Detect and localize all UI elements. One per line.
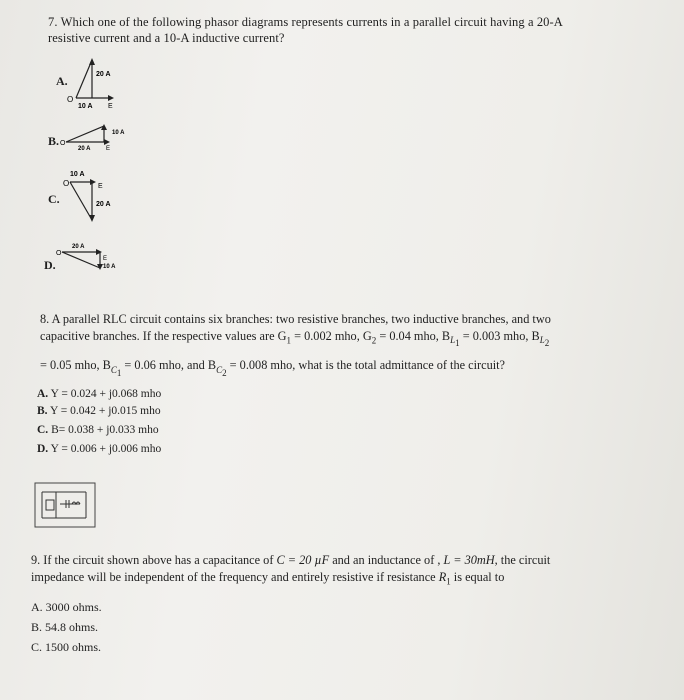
subscript-l: L	[450, 335, 456, 346]
question-9-answer-b[interactable]	[31, 620, 98, 635]
subscript-bc1	[110, 364, 122, 378]
question-9-line-1-mid: and an inductance of ,	[329, 553, 444, 567]
question-7-line-1: 7. Which one of the following phasor diagrams represents currents in a parallel circuit having a 20-A	[48, 15, 563, 29]
answer-label: C.	[31, 640, 43, 654]
question-8-answer-d[interactable]	[37, 443, 161, 455]
subscript-bc2	[216, 364, 227, 378]
answer-text: 1500 ohms.	[45, 640, 102, 654]
phasor-diagram-d	[56, 240, 136, 276]
answer-label: D.	[37, 443, 49, 455]
option-d-end-label: E	[103, 256, 108, 262]
option-b-side-label: 10 A	[112, 130, 125, 136]
subscript-g2: 2	[371, 335, 377, 346]
question-9-line-2	[31, 569, 651, 590]
subscript-l: L	[539, 335, 545, 346]
option-a-bottom-label: 10 A	[78, 103, 93, 108]
question-7-text	[48, 14, 648, 46]
answer-text: Y = 0.024 + j0.068 mho	[50, 388, 162, 400]
phasor-diagram-b	[60, 120, 135, 156]
subscript-bl1	[450, 335, 460, 349]
question-8-answer-b[interactable]	[37, 405, 161, 417]
option-c-side-label: 20 A	[96, 201, 111, 208]
resistance-subscript: 1	[446, 576, 451, 587]
option-b-end-label: E	[106, 146, 111, 152]
question-9-line-1-start: 9. If the circuit shown above has a capacitance of	[31, 553, 277, 567]
subscript-g1: 1	[286, 335, 291, 346]
question-7-line-2: resistive current and a 10-A inductive current?	[48, 31, 285, 45]
question-9-answer-c[interactable]	[31, 640, 101, 655]
question-8-answer-c[interactable]	[37, 424, 159, 436]
question-8-answer-a[interactable]	[37, 388, 161, 400]
circuit-diagram	[34, 482, 96, 528]
question-9-text	[31, 552, 651, 590]
question-9-line-1-end: , the circuit	[494, 553, 551, 567]
answer-text: Y = 0.006 + j0.006 mho	[50, 443, 162, 455]
answer-label: B.	[37, 405, 48, 417]
question-8-line-2	[40, 328, 640, 352]
option-b-base-label: 20 A	[78, 146, 91, 152]
subscript-2: 2	[544, 338, 550, 349]
question-9-line-2-end: is equal to	[450, 570, 505, 584]
question-8-line-2-start: capacitive branches. If the respective values are G	[40, 329, 287, 343]
option-a-top-label: 20 A	[96, 71, 111, 78]
phasor-diagram-a	[66, 52, 126, 108]
g2-value: = 0.04 mho, B	[379, 329, 451, 343]
option-b-label: B.	[48, 134, 60, 148]
answer-label: B.	[31, 620, 43, 634]
subscript-c: C	[216, 364, 223, 375]
answer-text: B= 0.038 + j0.033 mho	[51, 424, 159, 436]
question-9-answer-a[interactable]	[31, 600, 102, 615]
subscript-2: 2	[222, 367, 227, 378]
bl2-value: = 0.05 mho, B	[40, 358, 111, 373]
capacitance-value: C = 20 µF	[276, 553, 330, 567]
question-8-line-1: 8. A parallel RLC circuit contains six branches: two resistive branches, two inductive branches, and two	[40, 312, 551, 326]
option-c-origin-label: O	[63, 179, 70, 188]
question-8-text	[40, 311, 640, 382]
answer-label: C.	[37, 424, 49, 436]
option-c-end-label: E	[98, 183, 103, 190]
subscript-1: 1	[116, 367, 122, 378]
option-a-label: A.	[56, 74, 68, 88]
option-a-origin-label: O	[67, 95, 74, 104]
answer-text: Y = 0.042 + j0.015 mho	[50, 405, 161, 417]
bc1-value: = 0.06 mho, and B	[124, 358, 217, 373]
subscript-1: 1	[455, 338, 460, 349]
option-c-label: C.	[48, 192, 60, 206]
phasor-diagram-c	[60, 166, 135, 228]
option-c-top-label: 10 A	[70, 171, 85, 178]
answer-label: A.	[31, 600, 43, 614]
inductance-value: L = 30mH	[443, 553, 495, 567]
answer-text: 3000 ohms.	[45, 600, 102, 614]
resistance-symbol: R	[438, 570, 447, 584]
bl1-value: = 0.003 mho, B	[462, 329, 540, 343]
bc2-value: = 0.008 mho, what is the total admittance of the circuit?	[229, 358, 506, 373]
answer-label: A.	[37, 388, 49, 400]
option-d-origin-label: O	[56, 250, 62, 257]
question-9-line-2-start: impedance will be independent of the frequency and entirely resistive if resistance	[31, 570, 439, 584]
option-d-side-label: 10 A	[103, 264, 116, 270]
question-8-line-3	[40, 357, 640, 381]
answer-text: 54.8 ohms.	[45, 620, 99, 634]
subscript-c: C	[110, 364, 117, 375]
question-9-line-1	[31, 552, 651, 569]
option-b-origin-label: O	[60, 140, 66, 147]
g1-value: = 0.002 mho, G	[294, 329, 372, 343]
option-d-top-label: 20 A	[72, 244, 85, 250]
option-d-label: D.	[44, 258, 56, 272]
subscript-bl2	[539, 335, 550, 349]
option-a-end-label: E	[108, 103, 113, 108]
